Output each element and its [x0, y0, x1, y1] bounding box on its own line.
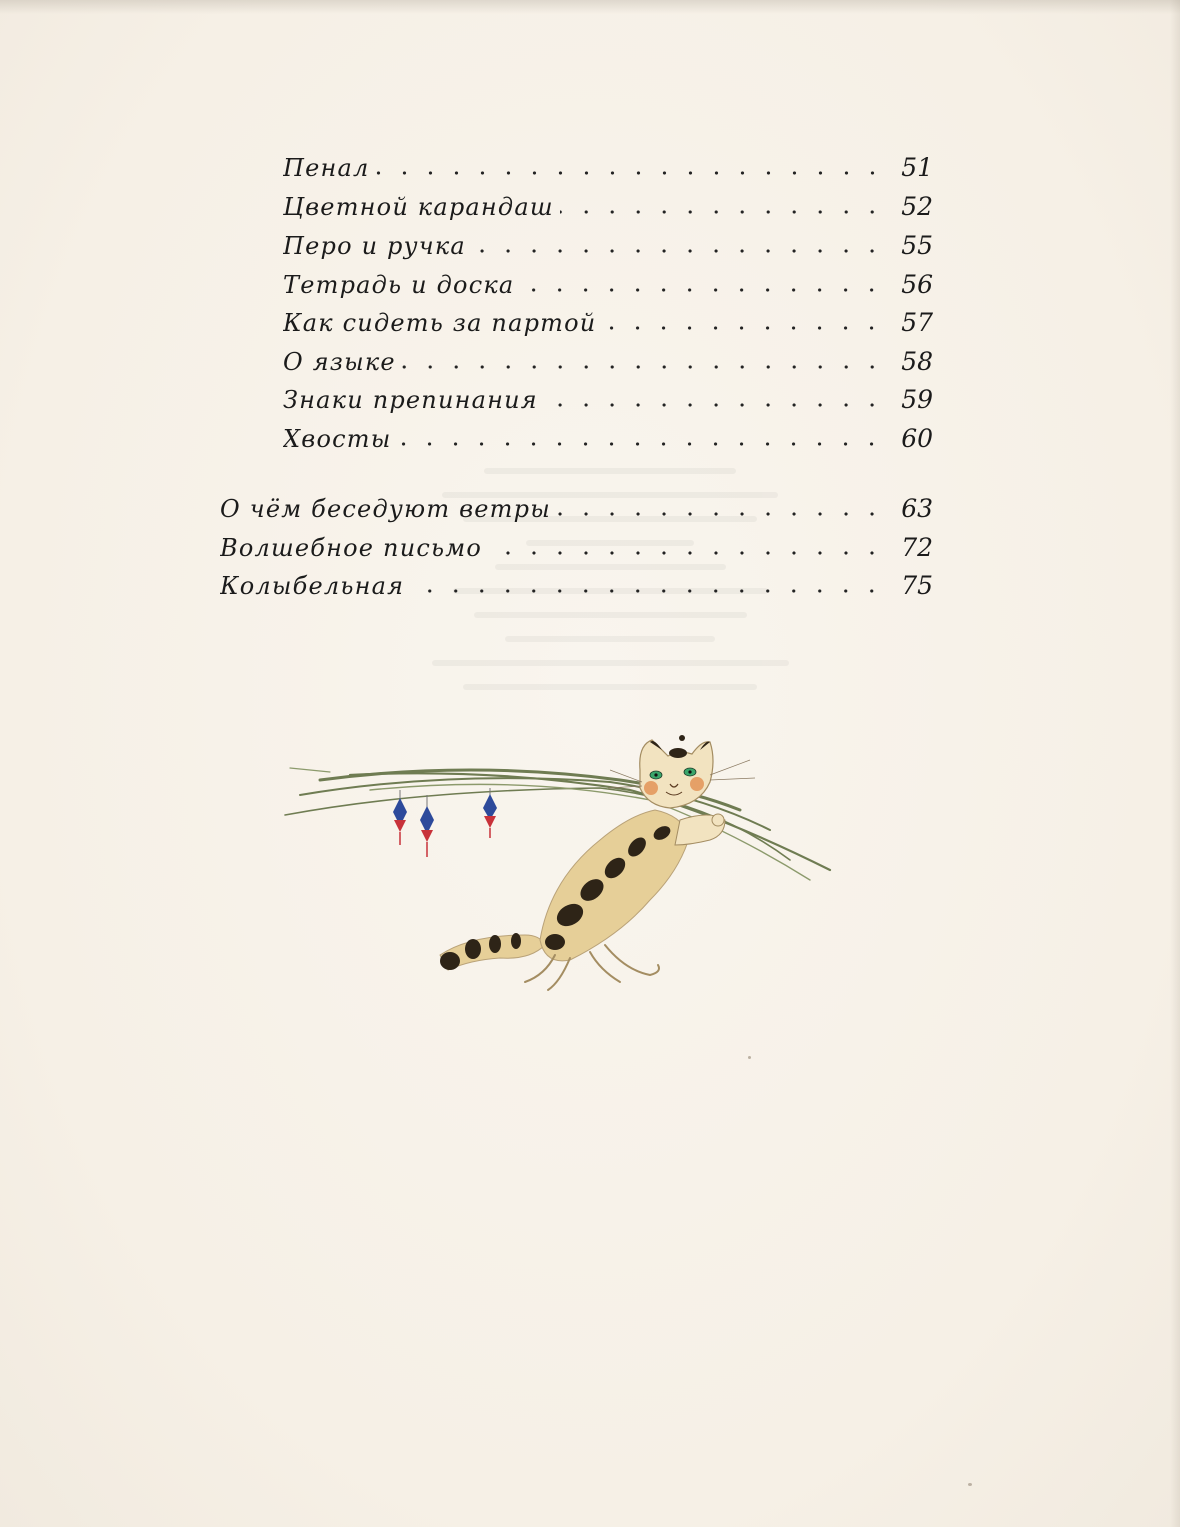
toc-entry-page: 51 [901, 153, 933, 182]
toc-entry-title: Как сидеть за партой [283, 309, 597, 337]
paper-speck [748, 1056, 751, 1059]
toc-entry-title: Цветной карандаш [283, 193, 554, 221]
toc-entry-page: 57 [901, 308, 933, 337]
toc-entry[interactable] [220, 487, 933, 523]
cat-body [540, 810, 690, 961]
toc-entry-page: 58 [901, 347, 933, 376]
toc-entry[interactable] [283, 378, 933, 414]
toc-entry-title: Перо и ручка [283, 232, 466, 260]
toc-entry-title: Тетрадь и доска [283, 271, 515, 299]
toc-entry-page: 55 [901, 231, 933, 260]
dot-leader [544, 402, 885, 408]
toc-entry[interactable] [283, 301, 933, 337]
dot-leader [602, 325, 885, 331]
toc-entry[interactable] [220, 526, 933, 562]
dot-leader [410, 588, 885, 594]
toc-entry-title: О чём беседуют ветры [220, 495, 551, 523]
toc-entry[interactable] [283, 185, 933, 221]
toc-entry[interactable] [283, 146, 933, 182]
dot-leader [402, 364, 885, 370]
toc-entry[interactable] [283, 417, 933, 453]
dot-leader [560, 209, 885, 215]
toc-entry-title: Колыбельная [220, 572, 405, 600]
toc-entry-page: 59 [901, 385, 933, 414]
toc-entry[interactable] [283, 340, 933, 376]
toc-entry-title: Пенал [283, 154, 370, 182]
reeds [285, 768, 830, 880]
dot-leader [557, 511, 885, 517]
toc-entry-title: Хвосты [283, 425, 392, 453]
toc-entry[interactable] [283, 224, 933, 260]
toc-entry[interactable] [283, 263, 933, 299]
dot-leader [376, 170, 885, 176]
dot-leader [520, 287, 885, 293]
paper-speck [968, 1483, 972, 1486]
toc-entry-title: О языке [283, 348, 396, 376]
toc-entry-page: 63 [901, 494, 933, 523]
toc-entry-page: 72 [901, 533, 933, 562]
toc-entry-page: 52 [901, 192, 933, 221]
dot-leader [397, 441, 885, 447]
cat-tail [440, 933, 545, 970]
dot-leader [472, 248, 885, 254]
cat-arm [675, 814, 725, 845]
toc-entry-page: 56 [901, 270, 933, 299]
toc-entry-title: Волшебное письмо [220, 534, 483, 562]
toc-entry-page: 75 [901, 571, 933, 600]
striped-cat-carrying-reeds-icon [270, 720, 850, 1020]
toc-entry-title: Знаки препинания [283, 386, 538, 414]
toc-entry-page: 60 [901, 424, 933, 453]
dot-leader [488, 550, 885, 556]
toc-entry[interactable] [220, 564, 933, 600]
